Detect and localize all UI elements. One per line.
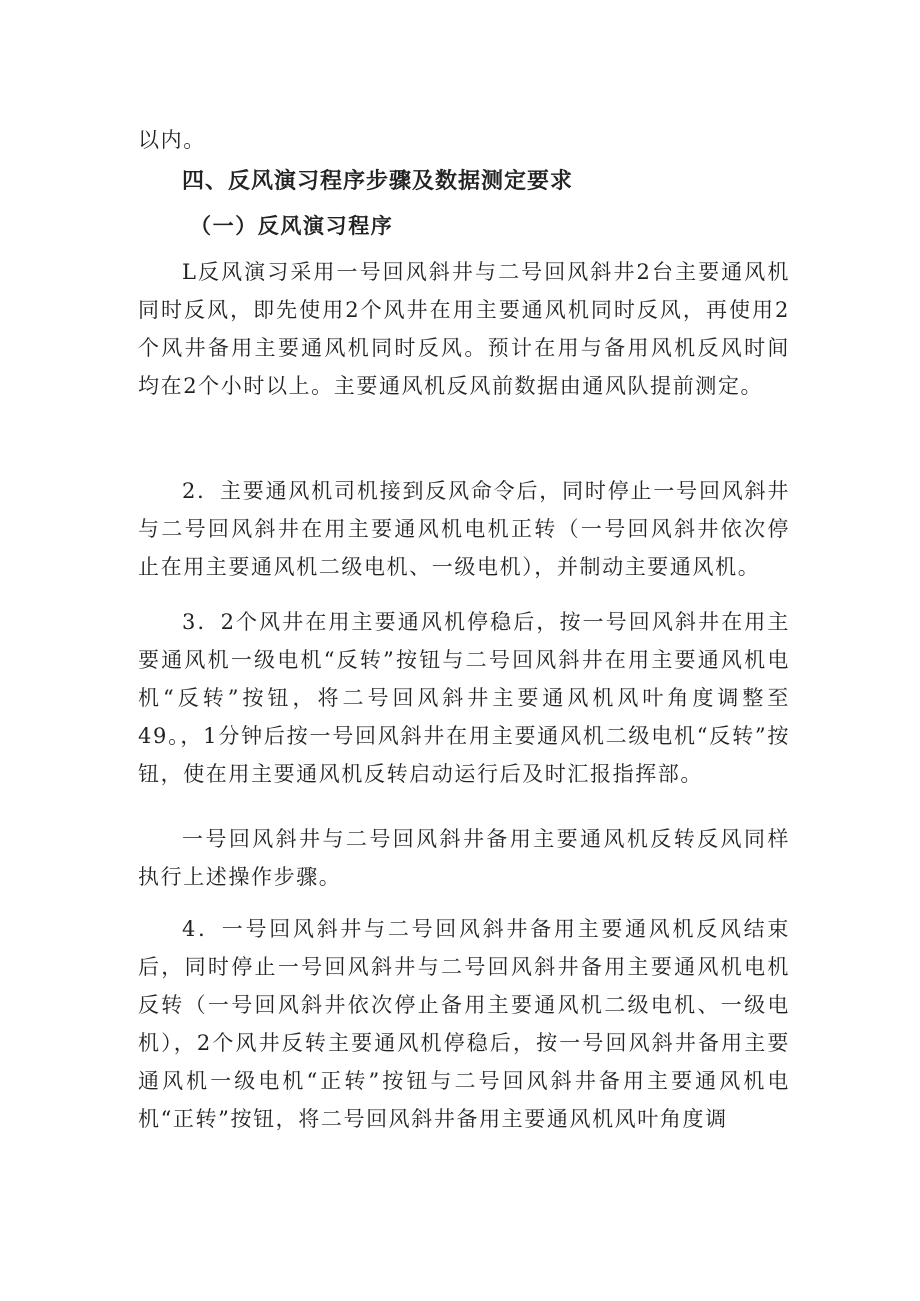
subsection-heading: （一）反风演习程序 — [190, 213, 394, 238]
paragraph-5: 4．一号回风斜井与二号回风斜井备用主要通风机反风结束后，同时停止一号回风斜井与二号回风斜井备用主要通风机电机反转（一号回风斜井依次停止备用主要通风机二级电机、一级电机），2个风井反转主要通风机停稳后，按一号回风斜井备用主要通风机一级电机“正转”按钮与二号回风斜井备用主要通风机电机“正转”按钮，将二号回风斜井备用主要通风机风叶角度调 — [138, 917, 790, 1131]
continuation-text: 以内。 — [138, 128, 206, 152]
paragraph-3: 3．2个风井在用主要通风机停稳后，按一号回风斜井在用主要通风机一级电机“反转”按钮与二号回风斜井在用主要通风机电机“反转”按钮，将二号回风斜井主要通风机风叶角度调整至49。，1分钟后按一号回风斜井在用主要通风机二级电机“反转”按钮，使在用主要通风机反转启动运行后及时汇报指挥部。 — [138, 610, 790, 786]
paragraph-2: 2．主要通风机司机接到反风命令后，同时停止一号回风斜井与二号回风斜井在用主要通风机电机正转（一号回风斜井依次停止在用主要通风机二级电机、一级电机），并制动主要通风机。 — [138, 479, 790, 579]
paragraph-4: 一号回风斜井与二号回风斜井备用主要通风机反转反风同样执行上述操作步骤。 — [138, 827, 790, 889]
paragraph-1: L反风演习采用一号回风斜井与二号回风斜井2台主要通风机同时反风，即先使用2个风井在用主要通风机同时反风，再使用2个风井备用主要通风机同时反风。预计在用与备用风机反风时间均在2个小时以上。主要通风机反风前数据由通风队提前测定。 — [138, 260, 790, 398]
section-heading: 四、反风演习程序步骤及数据测定要求 — [182, 169, 574, 194]
